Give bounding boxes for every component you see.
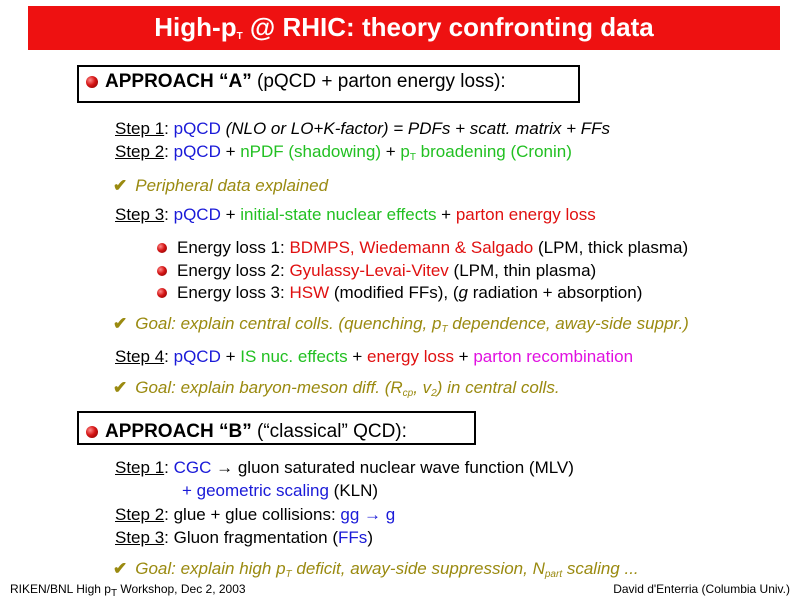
- check-high-pt-deficit: ✔ Goal: explain high $p_T$ deficit, away-side suppression, $N_{part}$ scaling ...: [113, 559, 639, 580]
- bullet-icon: [157, 266, 167, 276]
- step4-line: Step 4: pQCD + IS nuc. effects + energy loss + parton recombination: [115, 347, 634, 366]
- footer-right: David d'Enterria (Columbia Univ.): [613, 582, 790, 596]
- b-step1-line: Step 1: CGC → gluon saturated nuclear wave function (MLV): [115, 458, 574, 477]
- footer-left: RIKEN/BNL High $p_T$ Workshop, Dec 2, 2003: [10, 582, 246, 599]
- energy-loss-3: Energy loss 3: HSW (modified FFs), (g radiation + absorption): [177, 283, 643, 302]
- check-central-colls: ✔ Goal: explain central colls. (quenching, $p_T$ dependence, away-side suppr.): [113, 314, 689, 335]
- check-icon: ✔: [113, 378, 128, 397]
- title-bar: [28, 6, 780, 50]
- check-icon: ✔: [113, 559, 128, 578]
- slide-title: High-$p_T$ @ RHIC: theory confronting data: [154, 12, 654, 42]
- b-step1-continuation: + geometric scaling (KLN): [182, 481, 379, 500]
- check-icon: ✔: [113, 176, 128, 195]
- check-icon: ✔: [113, 314, 128, 333]
- step3-line: Step 3: pQCD + initial-state nuclear effects + parton energy loss: [115, 205, 596, 224]
- energy-loss-2: Energy loss 2: Gyulassy-Levai-Vitev (LPM, thin plasma): [177, 261, 597, 280]
- bullet-icon: [157, 288, 167, 298]
- bullet-icon: [86, 76, 98, 88]
- bullet-icon: [157, 243, 167, 253]
- approach-a-heading: APPROACH “A” (pQCD + parton energy loss):: [105, 71, 506, 92]
- check-baryon-meson: ✔ Goal: explain baryon-meson diff. ($R_{cp}$, $v_2$) in central colls.: [113, 378, 560, 399]
- step1-line: Step 1: pQCD (NLO or LO+K-factor) = PDFs + scatt. matrix + FFs: [115, 119, 611, 138]
- b-step2-line: Step 2: glue + glue collisions: gg → g: [115, 505, 396, 524]
- bullet-icon: [86, 426, 98, 438]
- approach-b-heading: APPROACH “B” (“classical” QCD):: [105, 421, 407, 442]
- step2-line: Step 2: pQCD + nPDF (shadowing) + $p_T$ broadening (Cronin): [115, 142, 572, 163]
- b-step3-line: Step 3: Gluon fragmentation (FFs): [115, 528, 373, 547]
- check-peripheral: ✔ Peripheral data explained: [113, 176, 329, 195]
- energy-loss-1: Energy loss 1: BDMPS, Wiedemann & Salgado (LPM, thick plasma): [177, 238, 689, 257]
